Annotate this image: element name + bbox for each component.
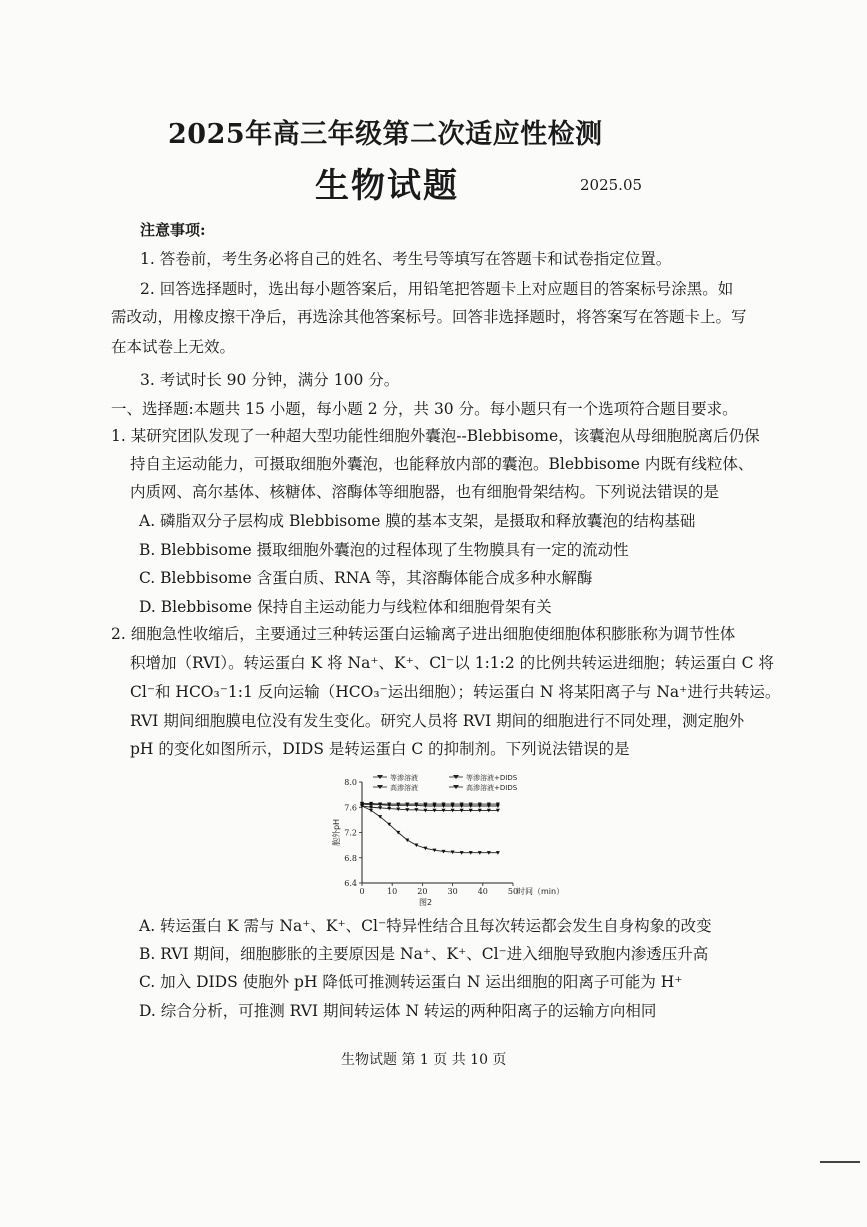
- notice-item-1: 1. 答卷前，考生务必将自己的姓名、考生号等填写在答题卡和试卷指定位置。: [140, 250, 672, 268]
- q1-option-a: A. 磷脂双分子层构成 Blebbisome 膜的基本支架，是摄取和释放囊泡的结构基础: [139, 512, 696, 530]
- q2-option-d: D. 综合分析，可推测 RVI 期间转运体 N 转运的两种阳离子的运输方向相同: [139, 1002, 657, 1020]
- notice-item-3: 3. 考试时长 90 分钟，满分 100 分。: [140, 371, 400, 389]
- q1-option-d: D. Blebbisome 保持自主运动能力与线粒体和细胞骨架有关: [139, 598, 552, 616]
- legend-label: 等渗溶液+DIDS: [466, 774, 518, 782]
- notice-heading: 注意事项:: [140, 221, 206, 239]
- exam-title: 2025年高三年级第二次适应性检测: [168, 119, 603, 150]
- notice-item-2: 2. 回答选择题时，选出每小题答案后，用铅笔把答题卡上对应题目的答案标号涂黑。如: [140, 280, 734, 298]
- q1-stem-1: 1. 某研究团队发现了一种超大型功能性细胞外囊泡--Blebbisome，该囊泡从母细胞脱离后仍保: [111, 427, 760, 445]
- scan-edge-mark: [820, 1161, 860, 1163]
- notice-item-2-cont2: 在本试卷上无效。: [111, 338, 236, 356]
- x-tick-label: 40: [477, 887, 488, 896]
- x-tick-label: 10: [387, 887, 398, 896]
- q2-stem-4: RVI 期间细胞膜电位没有发生变化。研究人员将 RVI 期间的细胞进行不同处理，测定胞外: [130, 712, 745, 730]
- q2-option-c: C. 加入 DIDS 使胞外 pH 降低可推测转运蛋白 N 运出细胞的阳离子可能为 H⁺: [139, 973, 683, 991]
- x-axis-label: 时间（min）: [517, 887, 565, 896]
- series-line: [362, 806, 498, 853]
- exam-date: 2025.05: [580, 176, 643, 194]
- x-tick-label: 50: [507, 887, 519, 896]
- series-line: [362, 803, 498, 804]
- ph-chart: [325, 772, 565, 907]
- data-point: [405, 838, 409, 842]
- x-tick-label: 0: [359, 887, 365, 896]
- y-axis-label: 胞外pH: [332, 818, 341, 847]
- page-footer: 生物试题 第 1 页 共 10 页: [341, 1052, 507, 1068]
- q2-option-a: A. 转运蛋白 K 需与 Na⁺、K⁺、Cl⁻特异性结合且每次转运都会发生自身构象的改变: [139, 917, 712, 935]
- q1-option-b: B. Blebbisome 摄取细胞外囊泡的过程体现了生物膜具有一定的流动性: [139, 541, 629, 559]
- legend-label: 高渗溶液: [390, 784, 418, 792]
- legend-label: 等渗溶液: [390, 774, 418, 782]
- y-tick-label: 7.2: [344, 828, 357, 838]
- ph-chart-svg: [325, 772, 565, 907]
- q2-option-b: B. RVI 期间，细胞膨胀的主要原因是 Na⁺、K⁺、Cl⁻进入细胞导致胞内渗透压升高: [139, 945, 709, 963]
- q1-stem-2: 持自主运动能力，可摄取细胞外囊泡，也能释放内部的囊泡。Blebbisome 内既有线粒体、: [130, 455, 754, 473]
- section-heading: 一、选择题:本题共 15 小题，每小题 2 分，共 30 分。每小题只有一个选项符合题目要求。: [111, 400, 738, 418]
- q2-stem-5: pH 的变化如图所示，DIDS 是转运蛋白 C 的抑制剂。下列说法错误的是: [130, 740, 630, 758]
- q2-stem-2: 积增加（RVI）。转运蛋白 K 将 Na⁺、K⁺、Cl⁻以 1:1:2 的比例共转运进细胞；转运蛋白 C 将: [130, 654, 774, 672]
- y-tick-label: 7.6: [344, 803, 357, 813]
- q1-option-c: C. Blebbisome 含蛋白质、RNA 等，其溶酶体能合成多种水解酶: [139, 569, 593, 587]
- q2-stem-3: Cl⁻和 HCO₃⁻1:1 反向运输（HCO₃⁻运出细胞）；转运蛋白 N 将某阳离子与 Na⁺进行共转运。: [130, 683, 781, 701]
- x-tick-label: 20: [417, 887, 428, 896]
- notice-item-2-cont: 需改动，用橡皮擦干净后，再选涂其他答案标号。回答非选择题时，将答案写在答题卡上。写: [111, 308, 747, 326]
- q1-stem-3: 内质网、高尔基体、核糖体、溶酶体等细胞器，也有细胞骨架结构。下列说法错误的是: [130, 483, 720, 501]
- y-tick-label: 8.0: [344, 778, 357, 787]
- series-line: [362, 806, 498, 810]
- subject-title: 生物试题: [315, 166, 459, 206]
- y-tick-label: 6.4: [344, 879, 357, 888]
- y-tick-label: 6.8: [344, 853, 357, 863]
- q2-stem-1: 2. 细胞急性收缩后，主要通过三种转运蛋白运输离子进出细胞使细胞体积膨胀称为调节性体: [111, 625, 736, 643]
- x-tick-label: 30: [447, 887, 458, 896]
- chart-caption: 图2: [418, 898, 433, 907]
- legend-label: 高渗溶液+DIDS: [466, 784, 518, 792]
